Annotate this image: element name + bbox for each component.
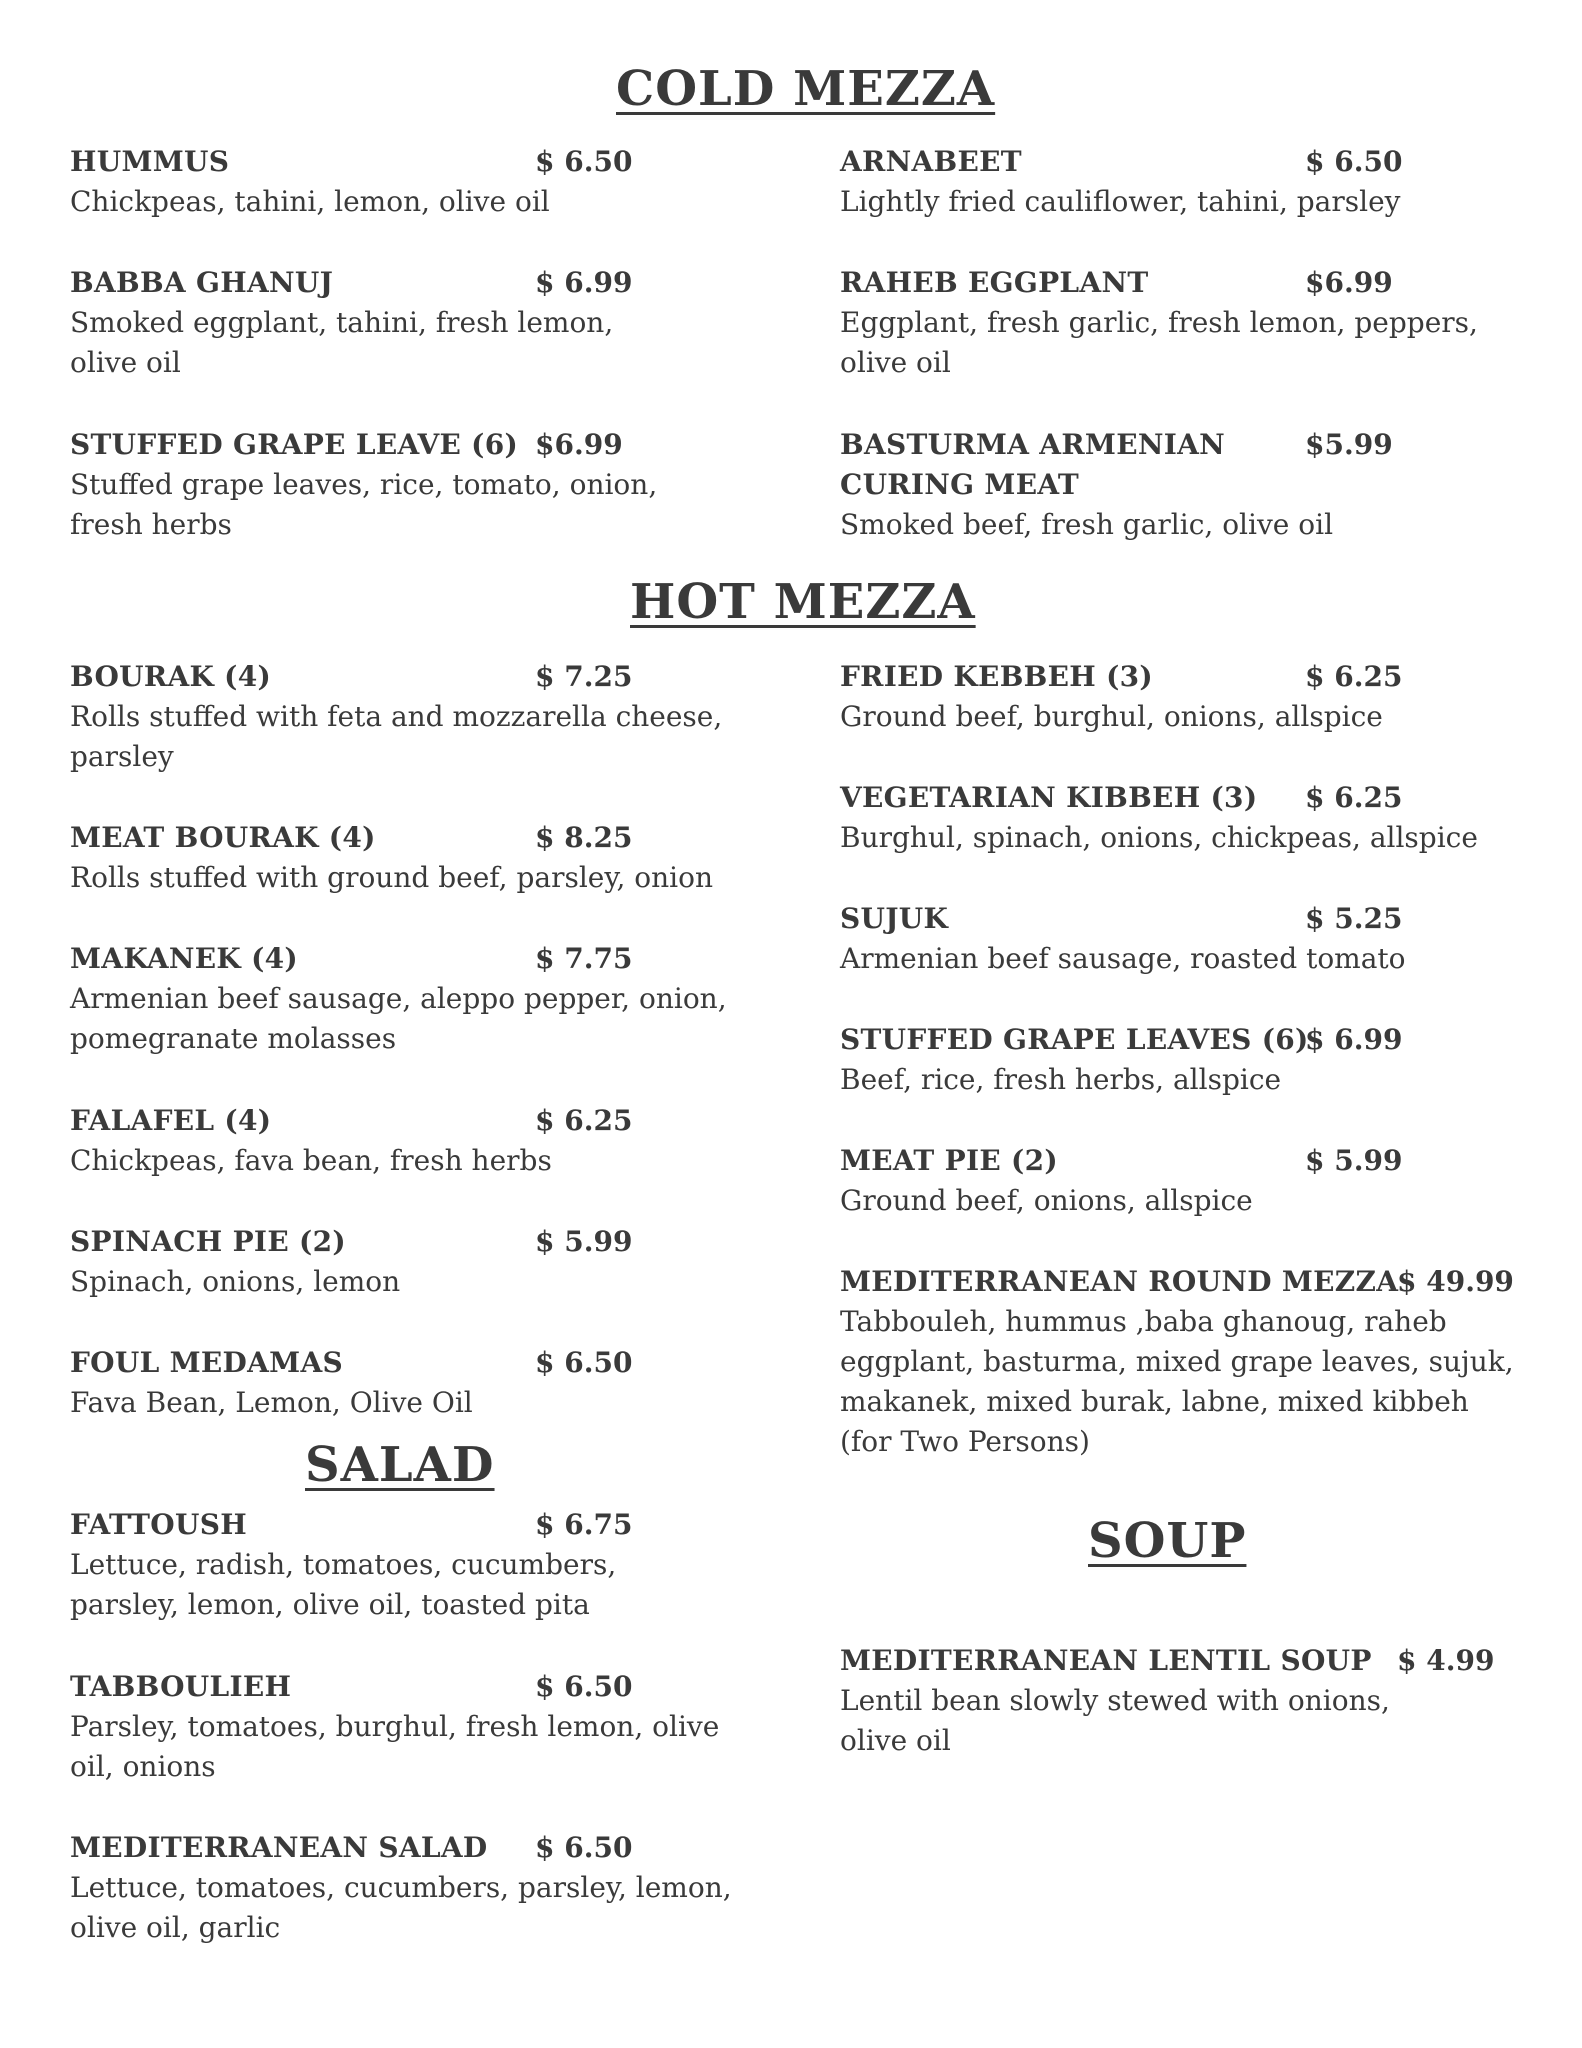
item-description: Stuffed grape leaves, rice, tomato, onion,	[70, 468, 658, 501]
item-price: $ 6.75	[535, 1508, 633, 1541]
item-description: Burghul, spinach, onions, chickpeas, allspice	[840, 821, 1478, 854]
item-name: SPINACH PIE (2)	[70, 1225, 346, 1258]
item-description: olive oil	[840, 1724, 951, 1757]
item-description: eggplant, basturma, mixed grape leaves, sujuk,	[840, 1345, 1514, 1378]
item-name: FALAFEL (4)	[70, 1104, 272, 1137]
section-title-salad: SALAD	[305, 1437, 495, 1493]
item-name: ARNABEET	[840, 145, 1022, 178]
item-description: Armenian beef sausage, roasted tomato	[840, 942, 1406, 975]
item-name: FRIED KEBBEH (3)	[840, 660, 1153, 693]
item-name: STUFFED GRAPE LEAVE (6)	[70, 428, 519, 461]
item-price: $ 6.50	[535, 145, 633, 178]
item-description: Lettuce, radish, tomatoes, cucumbers,	[70, 1548, 617, 1581]
item-price: $6.99	[535, 428, 623, 461]
item-price: $ 6.25	[1305, 781, 1403, 814]
section-title-soup: SOUP	[1088, 1513, 1247, 1569]
item-description: Parsley, tomatoes, burghul, fresh lemon, olive	[70, 1710, 720, 1743]
item-description: Rolls stuffed with ground beef, parsley, onion	[70, 861, 713, 894]
item-price: $ 5.99	[1305, 1144, 1403, 1177]
item-description: Beef, rice, fresh herbs, allspice	[840, 1063, 1282, 1096]
item-description: Armenian beef sausage, aleppo pepper, onion,	[70, 982, 727, 1015]
item-price: $ 7.75	[535, 942, 633, 975]
item-description: Smoked eggplant, tahini, fresh lemon,	[70, 306, 614, 339]
item-description: Ground beef, burghul, onions, allspice	[840, 700, 1383, 733]
item-price: $ 6.50	[535, 1670, 633, 1703]
item-description: Rolls stuffed with feta and mozzarella cheese,	[70, 700, 723, 733]
item-description: Smoked beef, fresh garlic, olive oil	[840, 508, 1334, 541]
item-price: $ 6.99	[535, 266, 633, 299]
item-price: $ 6.99	[1305, 1023, 1403, 1056]
item-description: olive oil	[840, 346, 951, 379]
item-description: (for Two Persons)	[840, 1425, 1090, 1458]
item-name: VEGETARIAN KIBBEH (3)	[840, 781, 1258, 814]
item-description: Tabbouleh, hummus ,baba ghanoug, raheb	[840, 1305, 1447, 1338]
item-description: Eggplant, fresh garlic, fresh lemon, peppers,	[840, 306, 1478, 339]
item-description: Lettuce, tomatoes, cucumbers, parsley, lemon,	[70, 1871, 732, 1904]
item-name: MEDITERRANEAN LENTIL SOUP	[840, 1644, 1372, 1677]
item-description: oil, onions	[70, 1750, 216, 1783]
item-description: pomegranate molasses	[70, 1022, 397, 1055]
item-price: $ 6.25	[1305, 660, 1403, 693]
item-price: $5.99	[1305, 428, 1393, 461]
item-name: MEDITERRANEAN ROUND MEZZA	[840, 1265, 1399, 1298]
item-description: Lentil bean slowly stewed with onions,	[840, 1684, 1390, 1717]
item-name: BASTURMA ARMENIAN CURING MEAT	[840, 428, 1226, 501]
item-name: FATTOUSH	[70, 1508, 247, 1541]
item-price: $ 5.99	[535, 1225, 633, 1258]
item-name: MEAT BOURAK (4)	[70, 821, 376, 854]
item-description: Lightly fried cauliflower, tahini, parsley	[840, 185, 1401, 218]
item-name: TABBOULIEH	[70, 1670, 292, 1703]
item-price: $ 4.99	[1397, 1644, 1495, 1677]
item-price: $ 7.25	[535, 660, 633, 693]
item-name: BOURAK (4)	[70, 660, 272, 693]
item-description: makanek, mixed burak, labne, mixed kibbeh	[840, 1385, 1469, 1418]
item-price: $ 6.25	[535, 1104, 633, 1137]
item-name: MEAT PIE (2)	[840, 1144, 1058, 1177]
item-description: olive oil, garlic	[70, 1911, 281, 1944]
item-description: Fava Bean, Lemon, Olive Oil	[70, 1386, 473, 1419]
item-description: Chickpeas, fava bean, fresh herbs	[70, 1144, 552, 1177]
item-price: $ 49.99	[1397, 1265, 1514, 1298]
section-title-hot-mezza: HOT MEZZA	[630, 574, 976, 630]
item-name: HUMMUS	[70, 145, 230, 178]
item-price: $ 6.50	[535, 1346, 633, 1379]
item-name: SUJUK	[840, 902, 949, 935]
item-name: STUFFED GRAPE LEAVES (6)	[840, 1023, 1309, 1056]
item-name: MEDITERRANEAN SALAD	[70, 1831, 488, 1864]
item-description: parsley	[70, 740, 174, 773]
item-price: $ 6.50	[535, 1831, 633, 1864]
item-price: $ 6.50	[1305, 145, 1403, 178]
item-description: Ground beef, onions, allspice	[840, 1184, 1253, 1217]
item-name: RAHEB EGGPLANT	[840, 266, 1149, 299]
item-price: $ 8.25	[535, 821, 633, 854]
item-name: BABBA GHANUJ	[70, 266, 334, 299]
item-description: fresh herbs	[70, 508, 232, 541]
item-description: Chickpeas, tahini, lemon, olive oil	[70, 185, 550, 218]
item-name: MAKANEK (4)	[70, 942, 298, 975]
item-price: $6.99	[1305, 266, 1393, 299]
item-description: parsley, lemon, olive oil, toasted pita	[70, 1588, 590, 1621]
item-description: olive oil	[70, 346, 181, 379]
item-description: Spinach, onions, lemon	[70, 1265, 401, 1298]
item-price: $ 5.25	[1305, 902, 1403, 935]
item-name: FOUL MEDAMAS	[70, 1346, 344, 1379]
section-title-cold-mezza: COLD MEZZA	[616, 61, 996, 117]
